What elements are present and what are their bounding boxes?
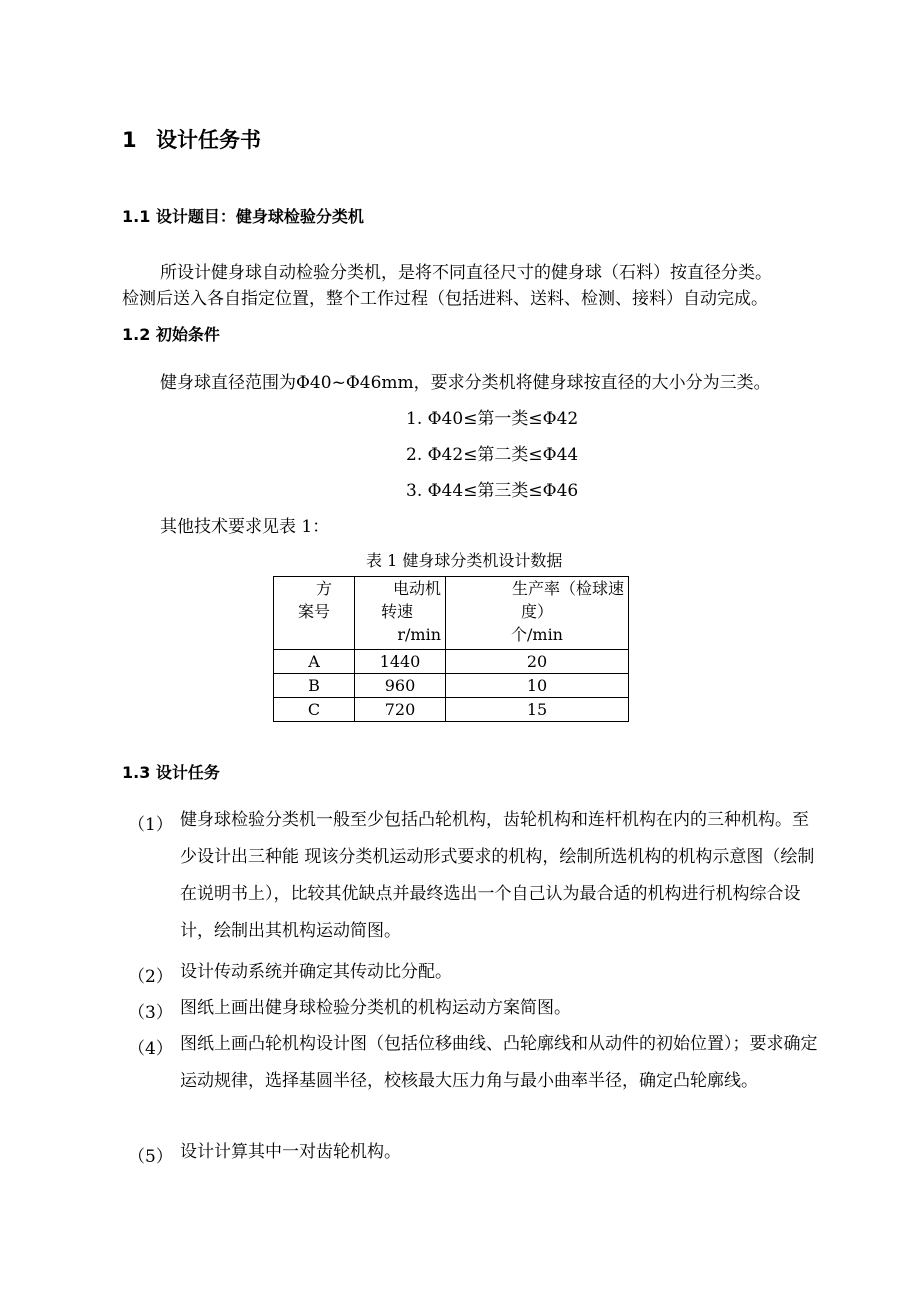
task-index: （5）: [128, 1147, 173, 1167]
task-text: 图纸上画凸轮机构设计图（包括位移曲线、凸轮廓线和从动件的初始位置）；要求确定运动规律，选择基圆半径，校核最大压力角与最小曲率半径，确定凸轮廓线。: [180, 1034, 818, 1091]
table-row: [274, 698, 629, 722]
header-plan: [274, 577, 355, 650]
task-index: （1）: [128, 815, 173, 835]
class-item: 3. Φ44≤第三类≤Φ46: [406, 481, 579, 501]
section-title: [122, 124, 261, 154]
header-rate: [446, 577, 629, 650]
cell-plan: A: [274, 650, 355, 674]
header-rate-line-1: 生产率（检球速: [511, 579, 624, 598]
task-index: （3）: [128, 1003, 173, 1023]
header-plan-line-1: 方: [315, 579, 332, 598]
table-header-row: [274, 577, 629, 650]
header-rate-line-3: 个/min: [511, 625, 563, 644]
table-row: [274, 650, 629, 674]
heading-1-2: 1.2 初始条件: [122, 325, 220, 344]
header-speed-line-3: r/min: [397, 625, 441, 644]
cell-speed: 720: [355, 698, 446, 722]
task-text: 健身球检验分类机一般至少包括凸轮机构，齿轮机构和连杆机构在内的三种机构。至少设计出三种能 现该分类机运动形式要求的机构，绘制所选机构的机构示意图（绘制在说明书上），比较其优缺点并最终选出一个自己认为最合适的机构进行机构综合设计，绘制出其机构运动简图。: [180, 810, 815, 941]
task-text: 图纸上画出健身球检验分类机的机构运动方案简图。: [180, 998, 571, 1018]
table-caption: 表 1 健身球分类机设计数据: [366, 551, 563, 570]
cell-speed: 960: [355, 674, 446, 698]
cell-speed: 1440: [355, 650, 446, 674]
cell-plan: C: [274, 698, 355, 722]
header-plan-line-2: 案号: [297, 602, 330, 621]
heading-1-1: 1.1 设计题目：健身球检验分类机: [122, 207, 364, 226]
section-number: 1: [122, 128, 137, 152]
header-rate-line-2: 度）: [520, 602, 553, 621]
class-item: 2. Φ42≤第二类≤Φ44: [406, 445, 579, 465]
intro-line-1: 所设计健身球自动检验分类机，是将不同直径尺寸的健身球（石料）按直径分类。: [160, 263, 772, 283]
header-speed-line-2: 转速: [381, 602, 414, 621]
header-speed-line-1: 电动机: [392, 579, 441, 598]
section-title-text: 设计任务书: [156, 128, 261, 152]
task-index: （2）: [128, 967, 173, 987]
task-text: 设计传动系统并确定其传动比分配。: [180, 962, 452, 982]
other-requirements: 其他技术要求见表 1：: [160, 517, 330, 537]
cell-rate: 10: [446, 674, 629, 698]
table-row: [274, 674, 629, 698]
conditions-line: 健身球直径范围为Φ40~Φ46mm，要求分类机将健身球按直径的大小分为三类。: [160, 373, 771, 393]
class-item: 1. Φ40≤第一类≤Φ42: [406, 409, 579, 429]
cell-rate: 20: [446, 650, 629, 674]
cell-plan: B: [274, 674, 355, 698]
cell-rate: 15: [446, 698, 629, 722]
task-index: （4）: [128, 1039, 173, 1059]
design-data-table: [273, 576, 629, 722]
intro-line-2: 检测后送入各自指定位置，整个工作过程（包括进料、送料、检测、接料）自动完成。: [122, 289, 768, 309]
task-text: 设计计算其中一对齿轮机构。: [180, 1142, 401, 1162]
header-speed: [355, 577, 446, 650]
heading-1-3: 1.3 设计任务: [122, 763, 220, 782]
